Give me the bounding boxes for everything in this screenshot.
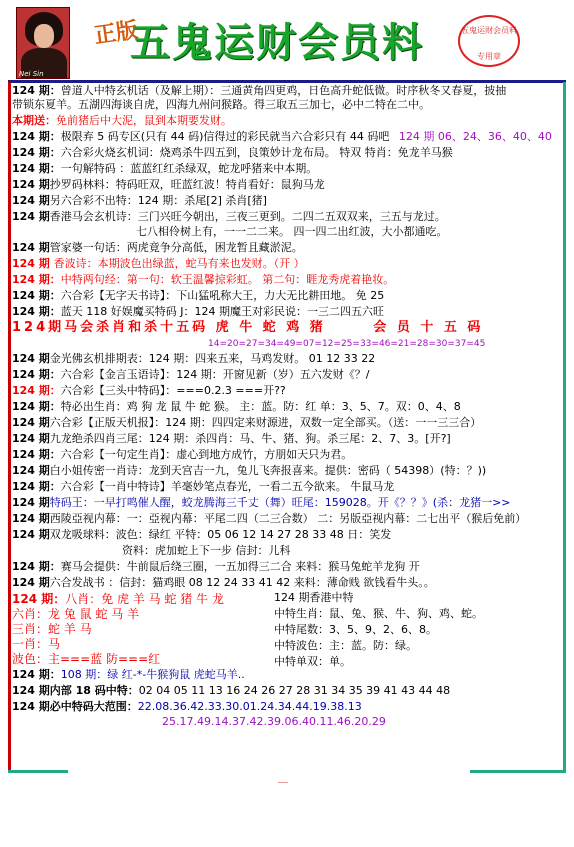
line-text: 三肖：蛇 羊 马	[12, 622, 92, 636]
line-prefix: 124 期：	[12, 289, 61, 302]
content-line	[12, 448, 352, 462]
line-text: 波色：主===蓝 防===红	[12, 652, 161, 666]
content-line	[162, 715, 386, 729]
content-line	[12, 146, 453, 160]
header	[10, 5, 564, 80]
content-line	[12, 178, 325, 192]
line-prefix: 124 期必中特码大范围：	[12, 700, 138, 713]
content-line	[12, 668, 245, 682]
line-prefix: 124 期	[12, 241, 50, 254]
avatar	[16, 7, 70, 79]
line-prefix: 124 期：	[12, 84, 61, 97]
content-line	[12, 576, 435, 590]
line-text: 曾道人中特玄机话（及解上期）：三通黄角四更鸡，日色高升蛇低微。时序秋冬又春夏，披抽	[60, 84, 507, 97]
line-prefix: 124 期	[12, 432, 50, 445]
right-panel-row: 中特生肖：鼠、兔、猴、牛、狗、鸡、蛇。	[274, 607, 483, 620]
content-line	[12, 384, 286, 398]
line-prefix: 124	[12, 320, 49, 335]
line-prefix: 124 期：	[12, 273, 61, 286]
line-prefix: 124 期	[12, 496, 50, 509]
content-line	[12, 368, 370, 382]
line-text: 双龙吸球料：波色：绿红 平特：05 06 12 14 27 28 33 48 日：笑发	[49, 528, 392, 541]
content-line	[12, 432, 451, 446]
line-text: 22.08.36.42.33.30.01.24.34.44.19.38.13	[137, 700, 362, 713]
line-text: 14=20=27=34=49=07=12=25=33=46=21=28=30=37=45	[208, 339, 486, 349]
line-prefix: 124 期	[12, 464, 50, 477]
line-text: 六合彩【无字天书诗】：下山猛吼称大王，力大无比耕田地。 免 25	[60, 289, 385, 302]
content-line	[12, 684, 450, 698]
line-text: 管家婆一句话：两虎竟争分高低，困龙暂且藏淤泥。	[49, 241, 303, 254]
content-line	[12, 652, 160, 666]
content-line	[12, 700, 362, 714]
content-line	[12, 257, 305, 271]
line-text: 中特两句经：第一句：软王温馨掠彩虹。 第二句：睚龙秀虎着艳妆。	[60, 273, 395, 286]
line-prefix: 124 期	[12, 512, 50, 525]
line-text: 特码王：一早打鸣催人醒，蛟龙腾海三千丈（舞）旺尾：159028。开《？？》(杀：龙猪一>>	[49, 496, 511, 509]
line-text: 特必出生肖：鸡 狗 龙 鼠 牛 蛇 猴。 主：蓝。防：红 单：3、5、7。双：0、4、8	[60, 400, 461, 413]
right-panel-row: 中特波色：主：蓝。防：绿。	[274, 639, 417, 652]
line-prefix: 124 期：	[12, 480, 61, 493]
content-line	[12, 114, 232, 128]
line-prefix: 124 期：	[12, 305, 61, 318]
line-text: 香波诗：本期波色出绿蓝，蛇马有来也发财。（开 ）	[53, 257, 305, 270]
line-prefix: 124 期	[12, 210, 50, 223]
line-extra: 会 员 十 五 码	[365, 320, 484, 335]
line-prefix: 124 期：	[12, 560, 61, 573]
line-text: 抄罗码林料：特码旺双，旺蓝红波！特肖看好：鼠狗马龙	[49, 178, 325, 191]
content-line	[136, 225, 448, 239]
content-line	[12, 210, 446, 224]
line-text: 02 04 05 11 13 16 24 26 27 28 31 34 35 39 41 43 44 48	[138, 684, 451, 697]
content-line	[122, 544, 291, 558]
line-text: 25.17.49.14.37.42.39.06.40.11.46.20.29	[162, 715, 386, 728]
line-text: 资料：虎加蛇上下一步 信封：儿科	[122, 544, 291, 557]
content-line	[12, 528, 391, 542]
line-prefix: 124 期	[12, 352, 50, 365]
bottom-divider-left	[8, 770, 68, 773]
line-prefix: 124 期：	[12, 668, 61, 681]
line-text: 西陵亞视内幕：一：亞视内幕：平尾二四（二三合数） 二：另版亞视内幕：二七出平（猴后免前）	[49, 512, 527, 525]
content-line	[12, 496, 511, 510]
line-text: 金光佛玄机排期表：124 期：四来五来，马鸡发财。 01 12 33 22	[49, 352, 376, 365]
line-prefix: 124 期	[12, 576, 50, 589]
line-prefix: 124 期：	[12, 384, 61, 397]
line-text: 白小姐传密一肖诗：龙到天宫吉一九，兔儿飞奔报喜来。提供：密码（ 54398）(特：？))	[49, 464, 487, 477]
line-extra: 124 期 06、24、36、40、40	[395, 130, 552, 143]
line-prefix: 124 期	[12, 416, 50, 429]
line-text: 六合彩火烧玄机词：烧鸡杀牛四五到，良策妙计龙布局。 特双 特肖：免龙羊马猴	[60, 146, 453, 159]
line-text: 六合彩【正版天机报】：124 期：四四定来财源进，双数一定全部买。（送：一一三三合）	[49, 416, 482, 429]
line-prefix: 124 期：	[12, 448, 61, 461]
line-text: 六合发战书 ：信封：猫鸡眼 08 12 24 33 41 42 来料：薄命贱 欲钱看牛头。。	[49, 576, 435, 589]
line-prefix: 124 期	[12, 528, 50, 541]
line-text: 免前猪后中大泥，鼠到本期要发财。	[56, 114, 232, 127]
line-text: 赛马会提供：牛前鼠后绕三圈，一五加得三二合 来料：猴马兔蛇羊龙狗 开	[60, 560, 420, 573]
line-prefix: 124 期：	[12, 592, 66, 606]
line-prefix: 124 期：	[12, 368, 61, 381]
line-text: 蓝天 118 好娱魔买特码 J：124 期魔王对彩民说：一三二四五六旺	[60, 305, 385, 318]
right-panel-row: 中特单双：单。	[274, 655, 351, 668]
bottom-mark: ＿	[278, 774, 288, 785]
line-text: 108 期：绿 红-*-牛猴狗鼠 虎蛇马羊..	[60, 668, 245, 681]
seal-stamp	[458, 15, 520, 67]
line-prefix: 124 期：	[12, 162, 61, 175]
line-text: 九龙绝杀四肖三尾：124 期：杀四肖：马、牛、猪、狗。杀三尾：2、7、3。[开?]	[49, 432, 451, 445]
content-line	[12, 273, 394, 287]
line-prefix: 本期送：	[12, 114, 56, 127]
content-line	[12, 637, 60, 651]
content-line	[12, 352, 375, 366]
content-line	[12, 84, 506, 98]
line-prefix: 124 期：	[12, 130, 61, 143]
content-line	[12, 289, 384, 303]
line-text: 六合彩【一肖中特诗】羊毫妙笔点春光，一看二五今欲来。 牛鼠马龙	[60, 480, 395, 493]
line-prefix: 124 期	[12, 178, 50, 191]
content-line	[12, 400, 461, 414]
content-line	[12, 464, 486, 478]
line-prefix: 124 期	[12, 257, 54, 270]
content-line	[12, 512, 526, 526]
content-line	[12, 194, 267, 208]
brand-mark: 正版	[92, 17, 140, 49]
line-text: 八肖：免 虎 羊 马 蛇 猪 牛 龙	[65, 592, 224, 606]
line-text: 六合彩【一句定生肖】：虚心到地方成竹，方朋如天只为君。	[60, 448, 353, 461]
bottom-divider-right	[470, 770, 566, 773]
content-line	[12, 305, 384, 319]
line-text: 香港马会玄机诗：三门兴旺今朝出，三夜三更到。二四二五双双来，三五与龙过。	[49, 210, 446, 223]
photo-signature: Nei Sin	[19, 70, 44, 78]
line-text: 一句解特码 ：蓝蓝红红杀绿双，蛇龙呼猪来中本期。	[60, 162, 318, 175]
seal-line3: 专用章	[477, 52, 501, 61]
line-prefix: 124 期：	[12, 400, 61, 413]
content-line	[12, 607, 139, 621]
line-text: 六合彩【金言玉语诗】：124 期：开窗见新（岁）五六发财《？/	[60, 368, 370, 381]
line-prefix: 124 期	[12, 194, 50, 207]
line-text: 期马会杀肖和杀十五码 虎 牛 蛇 鸡 猪	[48, 320, 326, 335]
line-text: 带锁东夏羊。五湖四海谈自虎，四海九州问猴路。得三取五三加七，必中二特在二中。	[12, 98, 430, 111]
content-line	[12, 480, 394, 494]
line-text: 一肖：马	[12, 637, 61, 651]
content-line	[208, 336, 485, 351]
content-line	[12, 162, 317, 176]
page-title: 五鬼运财会员料	[130, 19, 424, 66]
line-text: 七八相伶树上有，一一二二来。 四一四二出红波，大小都通吃。	[136, 225, 448, 238]
line-text: 六肖：龙 兔 鼠 蛇 马 羊	[12, 607, 140, 621]
right-panel	[274, 590, 483, 670]
content-line	[12, 130, 552, 144]
content-line	[12, 416, 481, 430]
content-line	[12, 98, 430, 112]
line-text: 极限弃 5 码专区(只有 44 码)信得过的彩民就当六合彩只有 44 码吧	[60, 130, 390, 143]
line-text: 另六合彩不出特：124 期：杀尾[2] 杀肖[猪]	[49, 194, 267, 207]
content-line	[12, 622, 92, 636]
line-prefix: 124 期：	[12, 146, 61, 159]
seal-line1: 五鬼运财会员料	[461, 26, 517, 35]
line-text: 六合彩【三头中特码】：===0.2.3 ===开??	[60, 384, 286, 397]
right-panel-row: 中特尾数：3、5、9、2、6、8。	[274, 623, 437, 636]
content-line	[12, 321, 483, 335]
line-prefix: 124 期内部 18 码中特：	[12, 684, 139, 697]
content-line	[12, 592, 224, 606]
content-line	[12, 560, 420, 574]
right-panel-title: 124 期香港中特	[274, 591, 354, 604]
content-line	[12, 241, 303, 255]
